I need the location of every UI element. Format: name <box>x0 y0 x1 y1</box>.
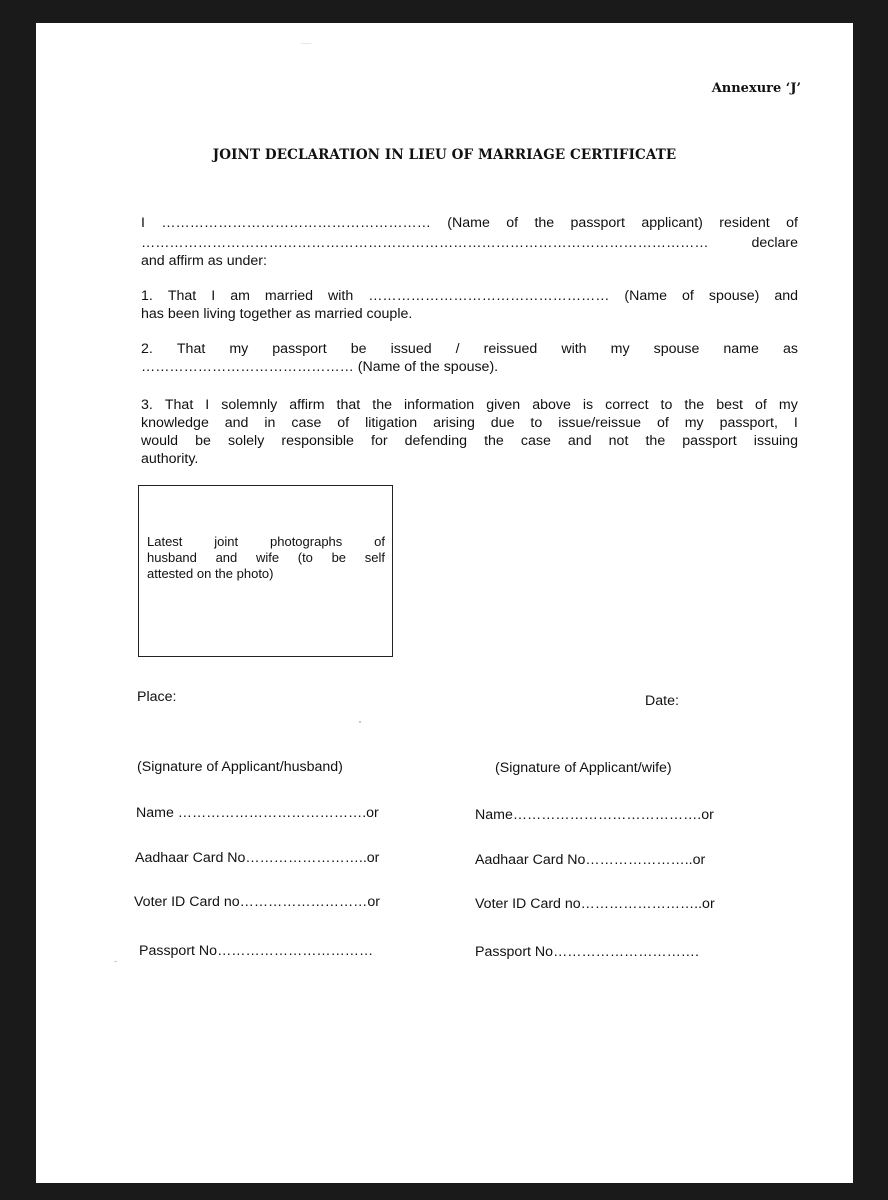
word: name <box>723 341 759 357</box>
word: (Name <box>447 215 490 231</box>
word: be <box>350 341 367 357</box>
word: 2. <box>141 341 153 357</box>
wife-passport-field: Passport No…………………………. <box>475 944 699 960</box>
word: and <box>774 288 798 304</box>
word: 3. <box>141 397 153 413</box>
word: of <box>374 534 385 549</box>
word: issued <box>390 341 432 357</box>
scan-speck <box>300 43 312 44</box>
photo-box-caption <box>147 534 385 582</box>
word: issue/reissue <box>558 415 641 431</box>
word: to <box>530 415 543 431</box>
clause-1 <box>141 287 798 323</box>
word: above <box>532 397 571 413</box>
clause-3-line-3 <box>141 432 798 450</box>
word: the <box>684 397 705 413</box>
wife-signature-label: (Signature of Applicant/wife) <box>495 760 672 776</box>
word: resident <box>719 215 770 231</box>
word: I <box>793 415 798 431</box>
word: due <box>490 415 515 431</box>
word: passport <box>272 341 327 357</box>
intro-line-1 <box>141 214 798 232</box>
word: passport <box>570 215 625 231</box>
word: of <box>337 415 350 431</box>
word: am <box>230 288 250 304</box>
word: my <box>684 415 704 431</box>
word: ………………………………………………… <box>161 215 431 231</box>
word: information <box>404 397 475 413</box>
word: of <box>786 215 798 231</box>
word: of <box>506 215 519 231</box>
husband-signature-label: (Signature of Applicant/husband) <box>137 759 343 775</box>
word: joint <box>214 534 239 549</box>
word: reissued <box>483 341 538 357</box>
clause-3-line-2 <box>141 414 798 432</box>
word: the <box>372 397 392 413</box>
word: litigation <box>365 415 418 431</box>
word: solely <box>228 433 265 449</box>
word: husband <box>147 550 197 565</box>
word: photographs <box>270 534 343 549</box>
word: given <box>486 397 521 413</box>
word: (to <box>297 550 313 565</box>
intro-line-2 <box>141 234 798 252</box>
word: in <box>264 415 276 431</box>
photo-caption-line-2 <box>147 550 385 566</box>
word: solemnly <box>221 397 278 413</box>
word: (Name <box>624 288 667 304</box>
word: case <box>291 415 322 431</box>
clause-3-line-1 <box>141 396 798 414</box>
word: That <box>176 341 206 357</box>
annexure-label: Annexure ‘J’ <box>711 81 801 96</box>
word: defending <box>404 433 467 449</box>
husband-voter-id-field: Voter ID Card no………………………or <box>134 894 380 910</box>
word: my <box>610 341 630 357</box>
word: spouse) <box>708 288 760 304</box>
document-title: JOINT DECLARATION IN LIEU OF MARRIAGE CERTIFICATE <box>212 147 677 163</box>
clause-3 <box>141 396 798 468</box>
word: case <box>520 433 551 449</box>
word: knowledge <box>141 415 209 431</box>
clause-2-line-1 <box>141 340 798 358</box>
word: That <box>167 288 197 304</box>
word: spouse <box>653 341 700 357</box>
word: my <box>778 397 798 413</box>
word: be <box>331 550 347 565</box>
husband-name-field: Name ………………………………….or <box>136 805 379 821</box>
word: wife <box>255 550 280 565</box>
word: self <box>364 550 385 565</box>
word: applicant) <box>641 215 703 231</box>
word: as <box>782 341 798 357</box>
word: ………………………………………………………………………………………………………… <box>141 235 709 251</box>
word: issuing <box>753 433 798 449</box>
wife-name-field: Name………………………………….or <box>475 807 714 823</box>
word: and <box>567 433 592 449</box>
word: passport, <box>719 415 778 431</box>
scan-speck <box>114 961 117 962</box>
word: and <box>224 415 249 431</box>
clause-2 <box>141 340 798 376</box>
word: of <box>682 288 694 304</box>
word: be <box>195 433 211 449</box>
word: I <box>141 215 145 231</box>
husband-passport-field: Passport No…………………………… <box>139 943 374 959</box>
wife-voter-id-field: Voter ID Card no……………………..or <box>475 896 715 912</box>
word: best <box>716 397 744 413</box>
word: and <box>215 550 238 565</box>
clause-1-line-1 <box>141 287 798 305</box>
place-label: Place: <box>137 689 177 705</box>
document-page <box>36 23 853 1183</box>
photo-caption-line-3: attested on the photo) <box>147 566 274 581</box>
photo-box <box>138 485 393 657</box>
clause-2-line-2: ……………………………………… (Name of the spouse). <box>141 359 499 375</box>
word: not <box>608 433 629 449</box>
word: with <box>561 341 587 357</box>
word: the <box>534 215 555 231</box>
word: the <box>645 433 666 449</box>
word: / <box>455 341 460 357</box>
date-label: Date: <box>645 693 679 709</box>
word: I <box>211 288 216 304</box>
scan-speck <box>359 721 361 723</box>
husband-aadhaar-field: Aadhaar Card No……………………..or <box>135 850 380 866</box>
photo-caption-line-1 <box>147 534 385 550</box>
word: the <box>484 433 504 449</box>
clause-3-line-4: authority. <box>141 451 199 467</box>
wife-aadhaar-field: Aadhaar Card No…………………..or <box>475 852 706 868</box>
word: my <box>229 341 249 357</box>
word: declare <box>751 235 798 251</box>
word: correct <box>605 397 649 413</box>
word: for <box>371 433 388 449</box>
word: is <box>582 397 594 413</box>
intro-line-3: and affirm as under: <box>141 253 267 269</box>
word: of <box>755 397 767 413</box>
word: passport <box>682 433 737 449</box>
word: to <box>660 397 673 413</box>
word: of <box>656 415 669 431</box>
word: That <box>164 397 194 413</box>
word: I <box>205 397 210 413</box>
word: that <box>336 397 361 413</box>
word: would <box>141 433 179 449</box>
word: Latest <box>147 534 183 549</box>
word: 1. <box>141 288 153 304</box>
word: affirm <box>289 397 325 413</box>
word: …………………………………………… <box>368 288 610 304</box>
word: married <box>264 288 313 304</box>
word: responsible <box>281 433 354 449</box>
clause-1-line-2: has been living together as married couple. <box>141 306 413 322</box>
word: with <box>328 288 354 304</box>
intro-paragraph <box>141 214 798 270</box>
word: arising <box>433 415 475 431</box>
